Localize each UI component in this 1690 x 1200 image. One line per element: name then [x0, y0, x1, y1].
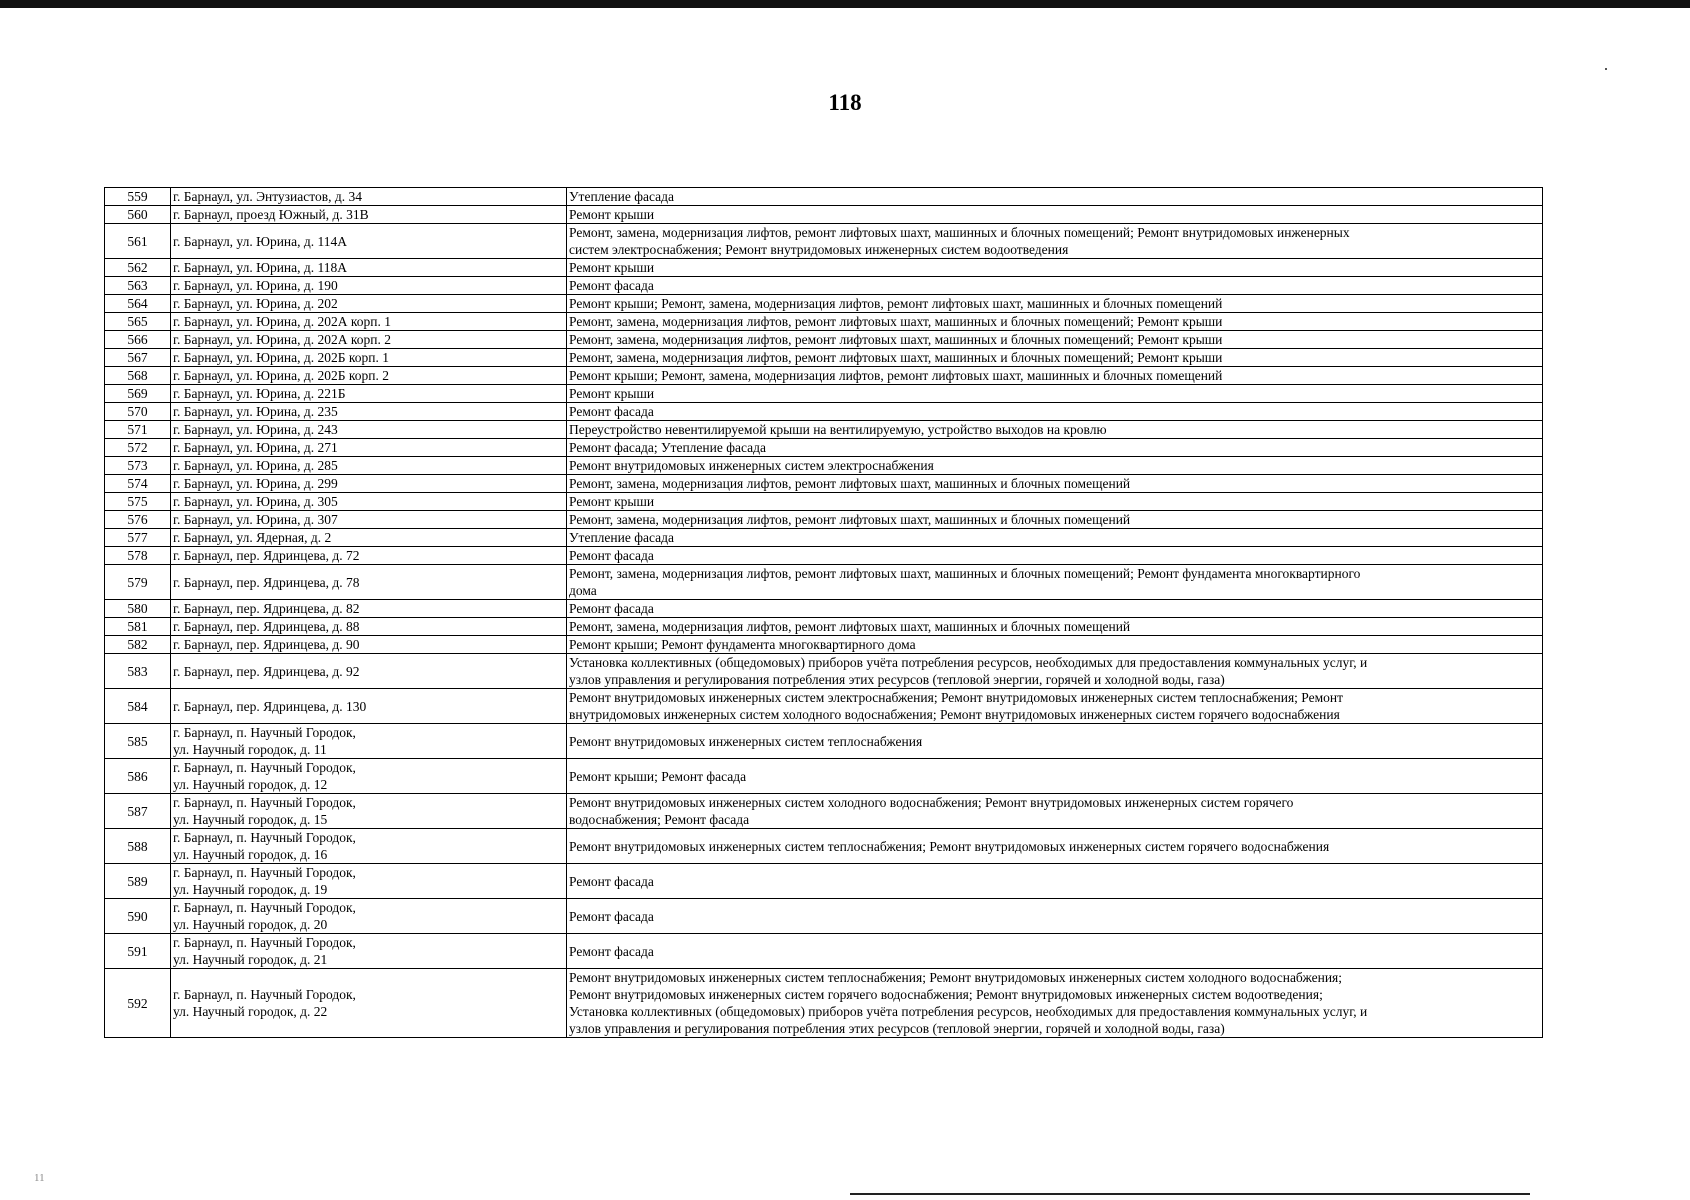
table-row — [105, 421, 1543, 439]
row-number: 591 — [105, 934, 171, 969]
row-address: г. Барнаул, пер. Ядринцева, д. 130 — [171, 689, 567, 724]
row-address: г. Барнаул, ул. Юрина, д. 202А корп. 2 — [171, 331, 567, 349]
table-row — [105, 295, 1543, 313]
table-row — [105, 385, 1543, 403]
row-number: 576 — [105, 511, 171, 529]
table-row — [105, 794, 1543, 829]
row-works: Ремонт, замена, модернизация лифтов, ремонт лифтовых шахт, машинных и блочных помещений; Ремонт крыши — [567, 349, 1543, 367]
margin-mark: 11 — [34, 1172, 45, 1184]
row-address: г. Барнаул, п. Научный Городок, ул. Научный городок, д. 16 — [171, 829, 567, 864]
row-works: Ремонт внутридомовых инженерных систем электроснабжения; Ремонт внутридомовых инженерных систем теплоснабжения; Ремонт внутридомовых инженерных систем холодного водоснабжения; Ремонт внутридомовых инженерных систем горячего водоснабжения — [567, 689, 1543, 724]
row-address: г. Барнаул, ул. Юрина, д. 202Б корп. 2 — [171, 367, 567, 385]
row-works: Ремонт внутридомовых инженерных систем теплоснабжения — [567, 724, 1543, 759]
table-row — [105, 899, 1543, 934]
repair-works-table — [104, 187, 1543, 1038]
row-number: 579 — [105, 565, 171, 600]
row-number: 562 — [105, 259, 171, 277]
table-row — [105, 547, 1543, 565]
row-number: 584 — [105, 689, 171, 724]
row-works: Ремонт внутридомовых инженерных систем теплоснабжения; Ремонт внутридомовых инженерных систем горячего водоснабжения — [567, 829, 1543, 864]
table-row — [105, 313, 1543, 331]
row-number: 586 — [105, 759, 171, 794]
table-row — [105, 529, 1543, 547]
row-number: 569 — [105, 385, 171, 403]
row-works: Ремонт, замена, модернизация лифтов, ремонт лифтовых шахт, машинных и блочных помещений — [567, 618, 1543, 636]
row-address: г. Барнаул, пер. Ядринцева, д. 82 — [171, 600, 567, 618]
table-row — [105, 969, 1543, 1038]
table-row — [105, 224, 1543, 259]
table-row — [105, 457, 1543, 475]
row-address: г. Барнаул, ул. Юрина, д. 243 — [171, 421, 567, 439]
row-works: Ремонт внутридомовых инженерных систем электроснабжения — [567, 457, 1543, 475]
row-works: Переустройство невентилируемой крыши на вентилируемую, устройство выходов на кровлю — [567, 421, 1543, 439]
table-row — [105, 331, 1543, 349]
table-row — [105, 259, 1543, 277]
row-works: Ремонт фасада — [567, 277, 1543, 295]
table-row — [105, 349, 1543, 367]
row-address: г. Барнаул, ул. Юрина, д. 202 — [171, 295, 567, 313]
row-works: Утепление фасада — [567, 529, 1543, 547]
row-number: 559 — [105, 188, 171, 206]
row-address: г. Барнаул, пер. Ядринцева, д. 72 — [171, 547, 567, 565]
table-row — [105, 188, 1543, 206]
row-works: Ремонт фасада — [567, 899, 1543, 934]
row-address: г. Барнаул, проезд Южный, д. 31В — [171, 206, 567, 224]
row-address: г. Барнаул, п. Научный Городок, ул. Научный городок, д. 12 — [171, 759, 567, 794]
row-works: Ремонт крыши; Ремонт фасада — [567, 759, 1543, 794]
table-row — [105, 493, 1543, 511]
row-number: 580 — [105, 600, 171, 618]
row-number: 575 — [105, 493, 171, 511]
table-row — [105, 829, 1543, 864]
row-number: 585 — [105, 724, 171, 759]
row-number: 565 — [105, 313, 171, 331]
row-address: г. Барнаул, пер. Ядринцева, д. 78 — [171, 565, 567, 600]
row-address: г. Барнаул, пер. Ядринцева, д. 88 — [171, 618, 567, 636]
row-address: г. Барнаул, ул. Юрина, д. 190 — [171, 277, 567, 295]
row-address: г. Барнаул, ул. Юрина, д. 202А корп. 1 — [171, 313, 567, 331]
row-number: 590 — [105, 899, 171, 934]
row-works: Ремонт, замена, модернизация лифтов, ремонт лифтовых шахт, машинных и блочных помещений — [567, 475, 1543, 493]
table-row — [105, 689, 1543, 724]
row-address: г. Барнаул, п. Научный Городок, ул. Научный городок, д. 21 — [171, 934, 567, 969]
row-works: Ремонт фасада — [567, 934, 1543, 969]
row-address: г. Барнаул, ул. Юрина, д. 221Б — [171, 385, 567, 403]
row-address: г. Барнаул, ул. Юрина, д. 305 — [171, 493, 567, 511]
row-address: г. Барнаул, п. Научный Городок, ул. Научный городок, д. 19 — [171, 864, 567, 899]
row-number: 570 — [105, 403, 171, 421]
table-row — [105, 403, 1543, 421]
row-works: Ремонт крыши; Ремонт, замена, модернизация лифтов, ремонт лифтовых шахт, машинных и блочных помещений — [567, 367, 1543, 385]
row-works: Ремонт фасада; Утепление фасада — [567, 439, 1543, 457]
row-number: 583 — [105, 654, 171, 689]
table-row — [105, 654, 1543, 689]
row-address: г. Барнаул, п. Научный Городок, ул. Научный городок, д. 20 — [171, 899, 567, 934]
row-number: 578 — [105, 547, 171, 565]
row-number: 588 — [105, 829, 171, 864]
table-row — [105, 439, 1543, 457]
table-row — [105, 367, 1543, 385]
row-works: Ремонт, замена, модернизация лифтов, ремонт лифтовых шахт, машинных и блочных помещений — [567, 511, 1543, 529]
table-row — [105, 277, 1543, 295]
row-works: Ремонт крыши — [567, 259, 1543, 277]
row-works: Установка коллективных (общедомовых) приборов учёта потребления ресурсов, необходимых для предоставления коммунальных услуг, и узлов управления и регулирования потребления этих ресурсов (тепловой энергии, горячей и холодной воды, газа) — [567, 654, 1543, 689]
row-works: Ремонт крыши; Ремонт фундамента многоквартирного дома — [567, 636, 1543, 654]
row-number: 581 — [105, 618, 171, 636]
row-number: 564 — [105, 295, 171, 313]
row-number: 566 — [105, 331, 171, 349]
row-works: Ремонт фасада — [567, 547, 1543, 565]
scan-top-border — [0, 0, 1690, 8]
row-works: Ремонт фасада — [567, 600, 1543, 618]
row-address: г. Барнаул, ул. Юрина, д. 285 — [171, 457, 567, 475]
row-number: 592 — [105, 969, 171, 1038]
row-works: Ремонт фасада — [567, 864, 1543, 899]
table-row — [105, 636, 1543, 654]
row-number: 563 — [105, 277, 171, 295]
row-address: г. Барнаул, п. Научный Городок, ул. Научный городок, д. 15 — [171, 794, 567, 829]
table-row — [105, 565, 1543, 600]
row-works: Ремонт крыши — [567, 493, 1543, 511]
table-row — [105, 724, 1543, 759]
row-address: г. Барнаул, ул. Ядерная, д. 2 — [171, 529, 567, 547]
row-works: Ремонт крыши — [567, 385, 1543, 403]
table-row — [105, 759, 1543, 794]
table-body — [105, 188, 1543, 1038]
row-address: г. Барнаул, ул. Юрина, д. 307 — [171, 511, 567, 529]
row-number: 574 — [105, 475, 171, 493]
row-works: Ремонт фасада — [567, 403, 1543, 421]
row-number: 577 — [105, 529, 171, 547]
row-address: г. Барнаул, ул. Юрина, д. 299 — [171, 475, 567, 493]
row-works: Ремонт внутридомовых инженерных систем теплоснабжения; Ремонт внутридомовых инженерных систем холодного водоснабжения; Ремонт внутридомовых инженерных систем горячего водоснабжения; Ремонт внутридомовых инженерных систем водоотведения; Установка коллективных (общедомовых) приборов учёта потребления ресурсов, необходимых для предоставления коммунальных услуг, и узлов управления и регулирования потребления этих ресурсов (тепловой энергии, горячей и холодной воды, газа) — [567, 969, 1543, 1038]
row-address: г. Барнаул, ул. Юрина, д. 114А — [171, 224, 567, 259]
row-number: 571 — [105, 421, 171, 439]
row-works: Ремонт, замена, модернизация лифтов, ремонт лифтовых шахт, машинных и блочных помещений; Ремонт внутридомовых инженерных систем электроснабжения; Ремонт внутридомовых инженерных систем водоотведения — [567, 224, 1543, 259]
row-number: 572 — [105, 439, 171, 457]
row-address: г. Барнаул, пер. Ядринцева, д. 90 — [171, 636, 567, 654]
row-address: г. Барнаул, ул. Юрина, д. 271 — [171, 439, 567, 457]
row-address: г. Барнаул, ул. Юрина, д. 202Б корп. 1 — [171, 349, 567, 367]
row-works: Ремонт, замена, модернизация лифтов, ремонт лифтовых шахт, машинных и блочных помещений; Ремонт крыши — [567, 313, 1543, 331]
row-number: 589 — [105, 864, 171, 899]
scan-bottom-line — [850, 1193, 1530, 1195]
row-number: 560 — [105, 206, 171, 224]
table-row — [105, 864, 1543, 899]
row-works: Ремонт внутридомовых инженерных систем холодного водоснабжения; Ремонт внутридомовых инженерных систем горячего водоснабжения; Ремонт фасада — [567, 794, 1543, 829]
row-address: г. Барнаул, п. Научный Городок, ул. Научный городок, д. 11 — [171, 724, 567, 759]
row-number: 587 — [105, 794, 171, 829]
row-address: г. Барнаул, ул. Энтузиастов, д. 34 — [171, 188, 567, 206]
row-address: г. Барнаул, ул. Юрина, д. 118А — [171, 259, 567, 277]
table-row — [105, 618, 1543, 636]
table-row — [105, 511, 1543, 529]
row-works: Ремонт, замена, модернизация лифтов, ремонт лифтовых шахт, машинных и блочных помещений; Ремонт фундамента многоквартирного дома — [567, 565, 1543, 600]
row-address: г. Барнаул, ул. Юрина, д. 235 — [171, 403, 567, 421]
row-number: 567 — [105, 349, 171, 367]
table-row — [105, 475, 1543, 493]
row-works: Утепление фасада — [567, 188, 1543, 206]
row-address: г. Барнаул, п. Научный Городок, ул. Научный городок, д. 22 — [171, 969, 567, 1038]
row-number: 573 — [105, 457, 171, 475]
row-works: Ремонт крыши — [567, 206, 1543, 224]
row-address: г. Барнаул, пер. Ядринцева, д. 92 — [171, 654, 567, 689]
row-works: Ремонт крыши; Ремонт, замена, модернизация лифтов, ремонт лифтовых шахт, машинных и блочных помещений — [567, 295, 1543, 313]
page-number: 118 — [828, 90, 862, 115]
row-number: 561 — [105, 224, 171, 259]
scan-speck — [1605, 68, 1607, 70]
table-row — [105, 600, 1543, 618]
row-works: Ремонт, замена, модернизация лифтов, ремонт лифтовых шахт, машинных и блочных помещений; Ремонт крыши — [567, 331, 1543, 349]
row-number: 582 — [105, 636, 171, 654]
row-number: 568 — [105, 367, 171, 385]
table-row — [105, 934, 1543, 969]
table-row — [105, 206, 1543, 224]
